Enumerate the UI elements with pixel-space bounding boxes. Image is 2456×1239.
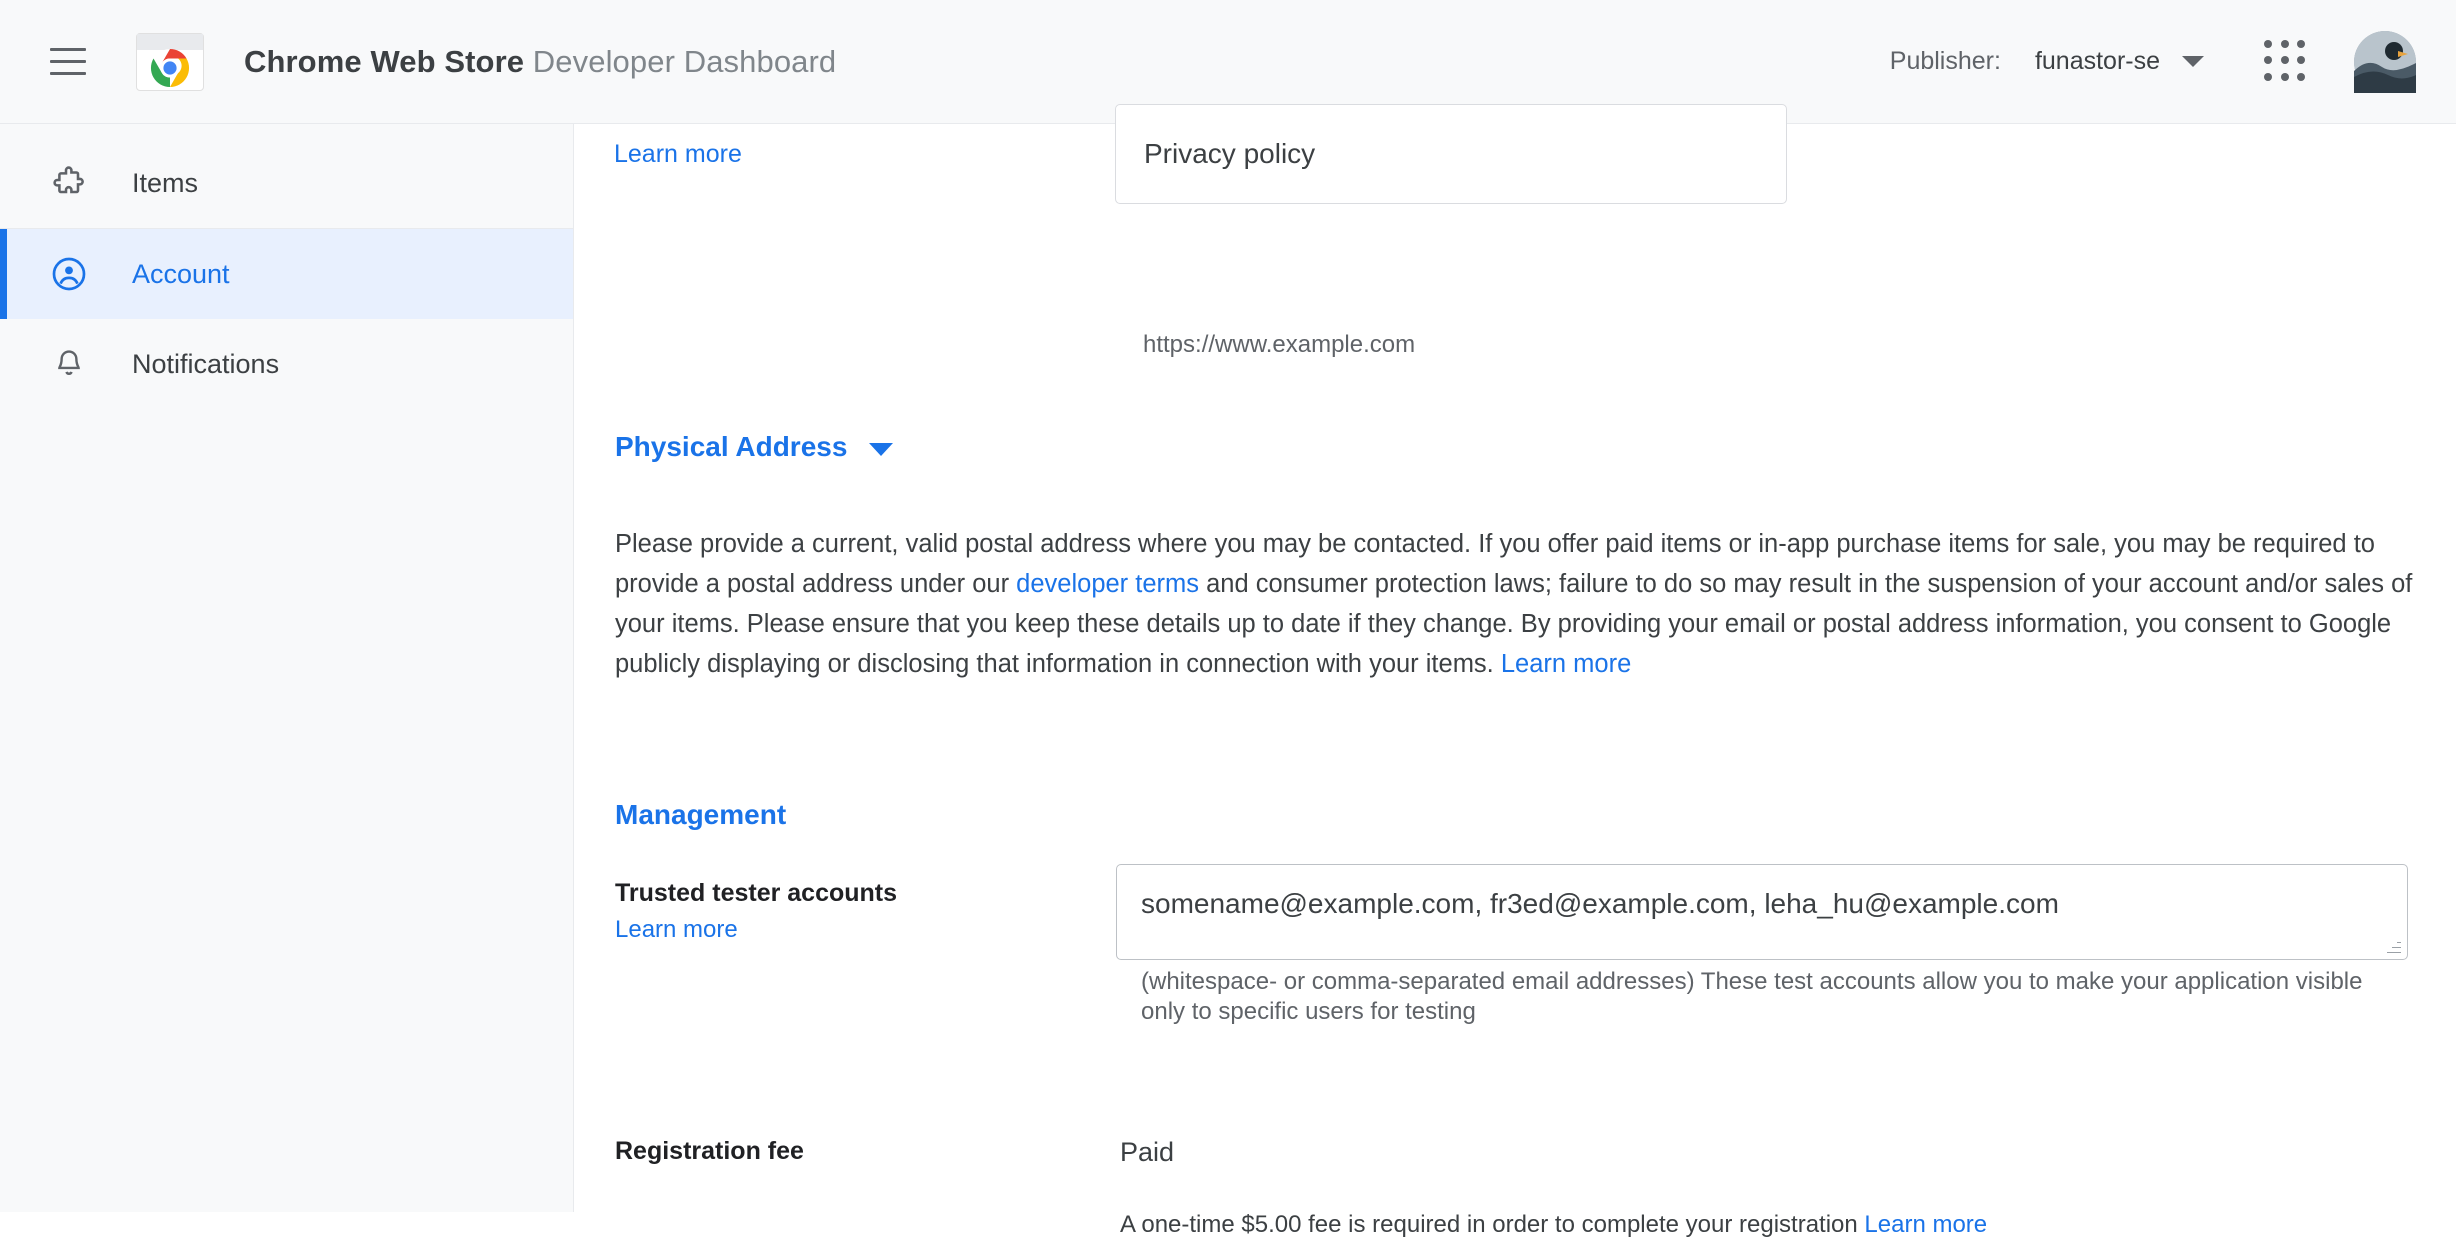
physical-address-description [615,524,2415,684]
physical-address-learn-more-link[interactable]: Learn more [1500,650,1632,678]
publisher-select-value: funastor-se [2034,47,2160,75]
registration-fee-value: Paid [1120,1137,1175,1167]
google-apps-grid-icon[interactable] [2260,36,2312,88]
sidebar-item-label: Items [132,167,199,198]
trusted-testers-label: Trusted tester accounts [615,879,898,907]
sidebar-item-label: Account [132,258,230,289]
chrome-logo-icon [150,48,190,88]
sidebar-item-account[interactable] [0,229,573,319]
textarea-resize-handle[interactable] [2381,936,2403,958]
privacy-policy-hint: https://www.example.com [1143,331,1416,358]
main-content [575,124,2456,1238]
account-circle-icon [50,255,88,293]
privacy-policy-value: Privacy policy [1144,138,1316,169]
registration-fee-note [1120,1211,1987,1239]
avatar-image [2354,31,2416,93]
sidebar-item-notifications[interactable] [0,319,573,409]
physical-address-paragraph-part2: and consumer protection laws; failure to do so may result in the suspension of your account and/or sales of your items. Please ensure that you keep these details up to date if they change. By providing your email or postal address information, you consent to Google publicly displaying or disclosing that information in connection with your items. [615,570,2413,678]
management-section-header[interactable] [615,799,786,831]
page-scrollbar[interactable] [0,124,6,1212]
privacy-policy-input[interactable] [1115,104,1787,204]
developer-terms-link[interactable]: developer terms [1016,570,1200,598]
publisher-label: Publisher: [1889,47,2001,75]
publisher-select[interactable] [2035,47,2204,76]
trusted-testers-learn-more-link[interactable]: Learn more [615,916,738,943]
avatar[interactable] [2354,31,2416,93]
registration-fee-note-text: A one-time $5.00 fee is required in order to complete your registration [1120,1211,1865,1238]
physical-address-paragraph-part1: Please provide a current, valid postal address where you may be contacted. If you offer paid items or in-app purchase items for sale, you may be required to provide a postal address under our [615,530,2375,598]
chevron-down-icon [2182,56,2204,67]
bell-icon [50,345,88,383]
privacy-learn-more-link[interactable]: Learn more [614,140,742,168]
page-title-light: Developer Dashboard [532,43,837,79]
trusted-testers-input[interactable] [1116,864,2408,960]
sidebar-item-items[interactable] [0,138,573,228]
registration-fee-learn-more-link[interactable]: Learn more [1864,1211,1988,1238]
physical-address-heading: Physical Address [615,431,848,462]
puzzle-piece-icon [50,164,88,202]
sidebar-item-label: Notifications [132,348,280,379]
chevron-down-icon [869,443,893,456]
page-title [244,44,836,80]
page-title-strong: Chrome Web Store [244,43,525,79]
registration-fee-label: Registration fee [615,1137,804,1165]
trusted-testers-hint: (whitespace- or comma-separated email addresses) These test accounts allow you to make your application visible only to specific users for testing [1141,968,2363,1025]
sidebar [0,124,574,1212]
hamburger-menu-icon[interactable] [42,36,94,88]
chrome-web-store-logo [136,33,204,91]
physical-address-section-header[interactable] [615,431,893,463]
management-heading: Management [615,799,787,830]
